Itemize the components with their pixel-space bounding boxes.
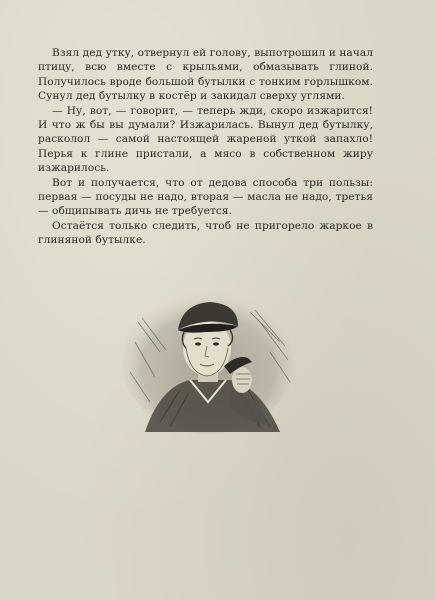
paragraph-3: Вот и получается, что от дедова способа три пользы: первая — посуды не надо, вторая — масла не надо, третья — общипывать дичь не требуется.: [38, 176, 373, 218]
paragraph-2: — Ну, вот, — говорит, — теперь жди, скоро изжарится! И что ж бы вы думали? Изжарилась. Вынул дед бутылку, расколол — самой настоящей жареной уткой запахло! Перья к глине пристали, а мясо в собственном жиру изжарилось.: [38, 104, 373, 175]
boy-illustration: [120, 282, 295, 437]
story-text: [38, 46, 373, 248]
paragraph-4: Остаётся только следить, чтоб не пригорело жаркое в глиняной бутылке.: [38, 219, 373, 247]
paragraph-1: Взял дед утку, отвернул ей голову, выпотрошил и начал птицу, всю вместе с крыльями, обмазывать глиной. Получилось вроде большой бутылки с тонким горлышком. Сунул дед бутылку в костёр и закидал сверху углями.: [38, 47, 373, 103]
